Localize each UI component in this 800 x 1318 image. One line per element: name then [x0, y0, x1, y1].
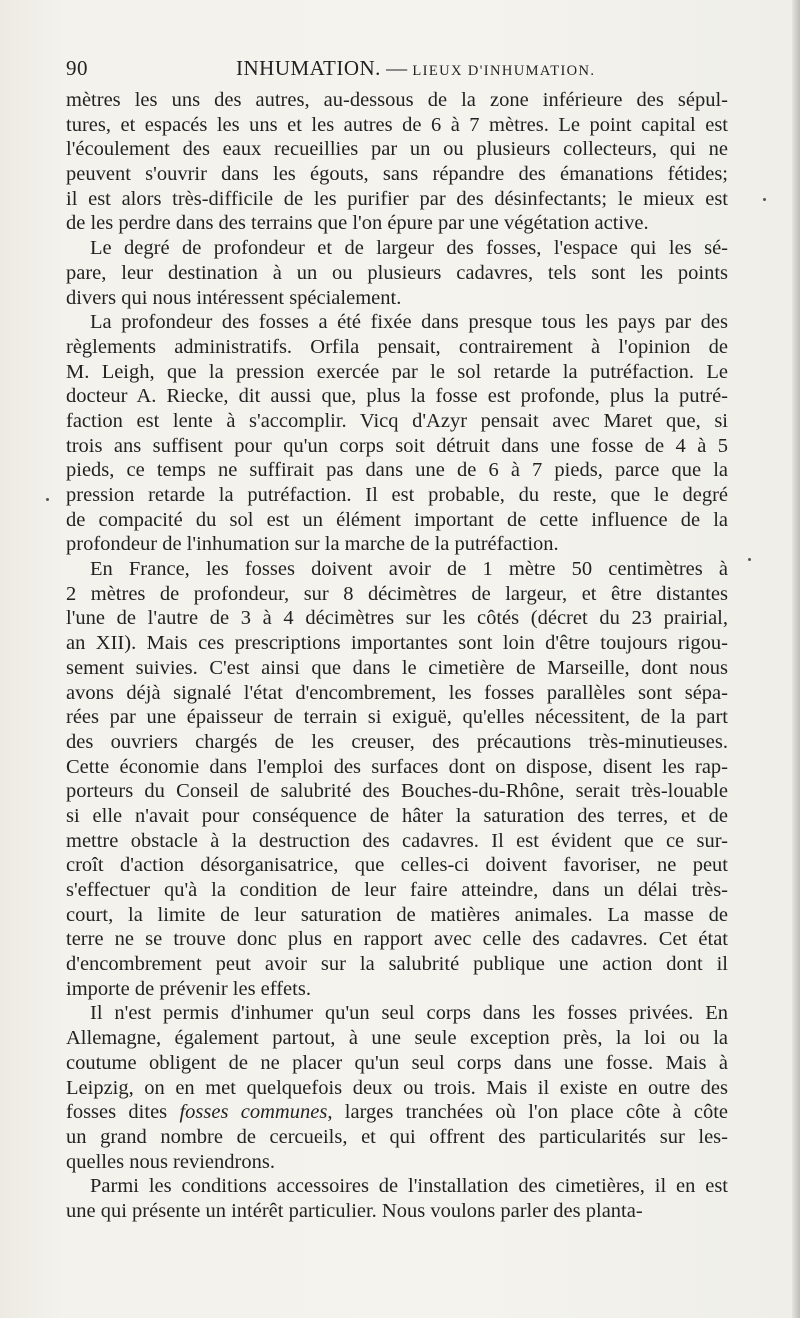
text-line: quelles nous reviendrons. — [66, 1150, 275, 1173]
paragraph — [66, 236, 728, 310]
text-line: Il n'est permis d'inhumer qu'un seul corps dans les fosses privées. En — [90, 1002, 728, 1025]
text-line: si elle n'avait pour conséquence de hâter la saturation des terres, et de — [66, 804, 728, 827]
text-line: faction est lente à s'accomplir. Vicq d'Azyr pensait avec Maret que, si — [66, 409, 728, 432]
text-line: tures, et espacés les uns et les autres de 6 à 7 mètres. Le point capital est — [66, 113, 728, 136]
text-line: une qui présente un intérêt particulier. Nous voulons parler des planta- — [66, 1199, 643, 1222]
text-line: croît d'action désorganisatrice, que celles-ci doivent favoriser, ne peut — [66, 854, 728, 877]
text-line: coutume obligent de ne placer qu'un seul corps dans une fosse. Mais à — [66, 1051, 728, 1074]
paragraph — [66, 1001, 728, 1174]
text-line: terre ne se trouve donc plus en rapport avec celle des cadavres. Cet état — [66, 928, 728, 951]
text-line: pare, leur destination à un ou plusieurs cadavres, tels sont les points — [66, 261, 728, 284]
running-header — [66, 56, 728, 86]
running-title-sub: LIEUX D'INHUMATION. — [412, 63, 596, 79]
running-title-separator: — — [386, 56, 408, 80]
text-line: Parmi les conditions accessoires de l'installation des cimetières, il en est — [90, 1175, 728, 1198]
text-line: profondeur de l'inhumation sur la marche de la putréfaction. — [66, 533, 559, 556]
text-line: un grand nombre de cercueils, et qui offrent des particularités sur les- — [66, 1125, 728, 1148]
running-title-main: INHUMATION. — [236, 56, 381, 80]
text-line: porteurs du Conseil de salubrité des Bouches-du-Rhône, serait très-louable — [66, 780, 728, 803]
text-line: Cette économie dans l'emploi des surfaces dont on dispose, disent les rap- — [66, 755, 728, 778]
text-line: d'encombrement peut avoir sur la salubrité publique une action dont il — [66, 953, 728, 976]
text-line: des ouvriers chargés de les creuser, des précautions très-minutieuses. — [66, 730, 728, 753]
page-edge — [792, 0, 800, 1318]
text-line: importe de prévenir les effets. — [66, 977, 311, 1000]
text-line: l'écoulement des eaux recueillies par un ou plusieurs collecteurs, qui ne — [66, 138, 728, 161]
paragraph — [66, 88, 728, 236]
text-line: avons déjà signalé l'état d'encombrement, les fosses parallèles sont sépa- — [66, 681, 728, 704]
text-line: Le degré de profondeur et de largeur des fosses, l'espace qui les sé- — [90, 237, 728, 260]
margin-speck — [46, 498, 49, 501]
text-line: de les perdre dans des terrains que l'on épure par une végétation active. — [66, 212, 649, 235]
italic-term: fosses communes — [179, 1101, 328, 1124]
text-line: l'une de l'autre de 3 à 4 décimètres sur les côtés (décret du 23 prairial, — [66, 607, 728, 630]
text-line: sement suivies. C'est ainsi que dans le cimetière de Marseille, dont nous — [66, 656, 728, 679]
text-line: an XII). Mais ces prescriptions importantes sont loin d'être toujours rigou- — [66, 632, 728, 655]
paragraph — [66, 557, 728, 1001]
text-line: M. Leigh, que la pression exercée par le sol retarde la putréfaction. Le — [66, 360, 728, 383]
running-title — [236, 56, 595, 81]
margin-speck — [748, 558, 751, 561]
paragraph — [66, 310, 728, 557]
text-line: mètres les uns des autres, au-dessous de la zone inférieure des sépul- — [66, 89, 728, 111]
text-line: règlements administratifs. Orfila pensait, contrairement à l'opinion de — [66, 335, 728, 358]
text-line: pieds, ce temps ne suffirait pas dans une de 6 à 7 pieds, parce que la — [66, 459, 728, 482]
text-line: trois ans suffisent pour qu'un corps soit détruit dans une fosse de 4 à 5 — [66, 434, 728, 457]
margin-speck — [763, 198, 766, 201]
text-line: s'effectuer qu'à la condition de leur faire atteindre, dans un délai très- — [66, 879, 728, 901]
text-line: peuvent s'ouvrir dans les égouts, sans répandre des émanations fétides; — [66, 163, 728, 186]
text-line: Leipzig, on en met quelquefois deux ou trois. Mais il existe en outre des — [66, 1076, 728, 1099]
text-line: La profondeur des fosses a été fixée dans presque tous les pays par des — [90, 311, 728, 334]
text-line: court, la limite de leur saturation de matières animales. La masse de — [66, 903, 728, 926]
text-line: de compacité du sol est un élément important de cette influence de la — [66, 508, 728, 531]
text-line: il est alors très-difficile de les purifier par des désinfectants; le mieux est — [66, 187, 728, 210]
text-line: 2 mètres de profondeur, sur 8 décimètres de largeur, et être distantes — [66, 582, 728, 605]
text-line: Allemagne, également partout, à une seule exception près, la loi ou la — [66, 1027, 728, 1050]
text-line: rées par une épaisseur de terrain si exiguë, qu'elles nécessitent, de la part — [66, 706, 728, 729]
paragraph — [66, 1174, 728, 1223]
text-line: divers qui nous intéressent spécialement. — [66, 286, 402, 309]
text-line: pression retarde la putréfaction. Il est probable, du reste, que le degré — [66, 484, 728, 506]
page-number: 90 — [66, 56, 88, 80]
text-line: fosses dites fosses communes, larges tranchées où l'on place côte à côte — [66, 1101, 728, 1124]
body-text — [66, 88, 728, 1224]
text-line: docteur A. Riecke, dit aussi que, plus la fosse est profonde, plus la putré- — [66, 385, 728, 408]
text-line: mettre obstacle à la destruction des cadavres. Il est évident que ce sur- — [66, 829, 728, 852]
text-line: En France, les fosses doivent avoir de 1 mètre 50 centimètres à — [90, 558, 728, 581]
